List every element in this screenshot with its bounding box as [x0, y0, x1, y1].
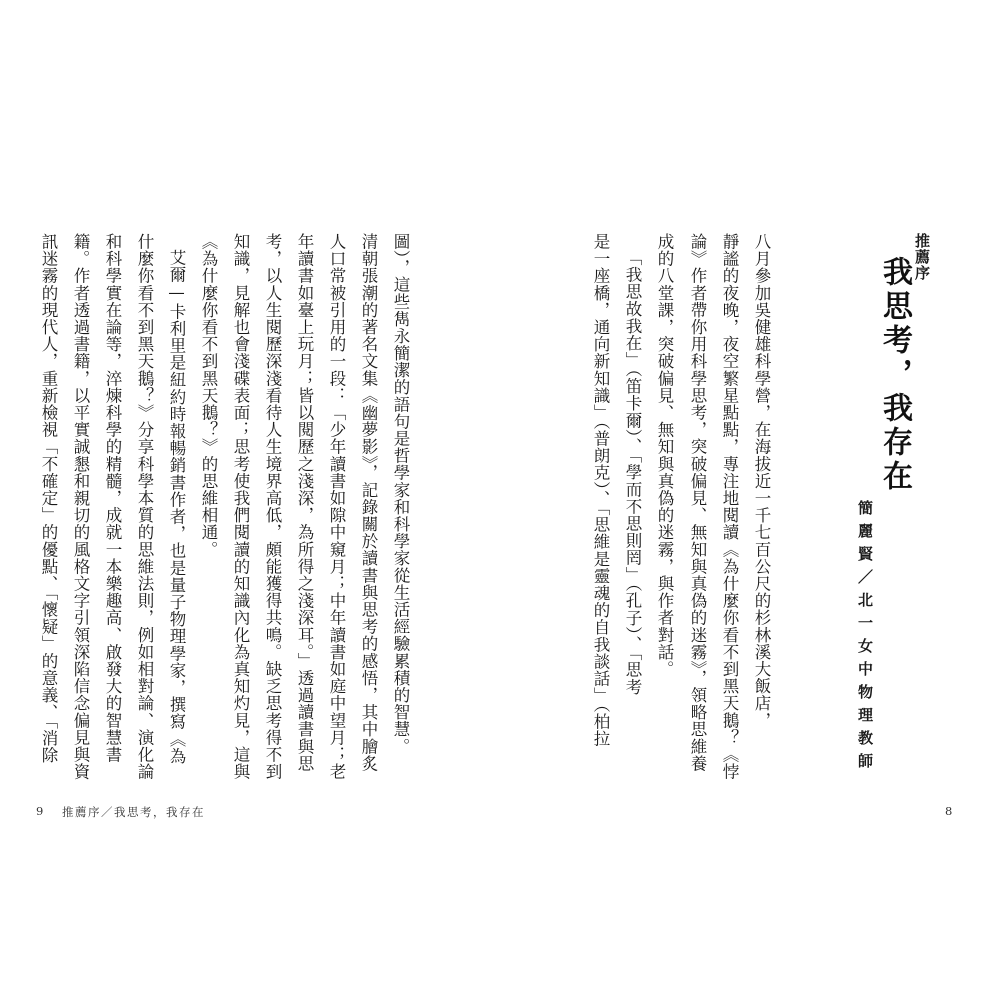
body-column: 籍。作者透過書籍，以平實誠懇和親切的風格文字引領深陷信念偏見與資 [71, 233, 90, 781]
body-column: 考，以人生閱歷深淺看待人生境界高低，頗能獲得共鳴。缺乏思考得不到 [263, 233, 282, 781]
body-column: 清朝張潮的著名文集《幽夢影》，記錄關於讀書與思考的感悟，其中膾炙 [359, 233, 378, 772]
body-column: 《為什麼你看不到黑天鵝？》的思維相通。 [199, 233, 218, 558]
body-column: 八月參加吳健雄科學營，在海拔近一千七百公尺的杉林溪大飯店， [752, 233, 771, 729]
chapter-title: 我思考，我存在 [877, 256, 912, 494]
body-column: 「我思故我在」（笛卡爾）、「學而不思則罔」（孔子）、「思考 [623, 249, 642, 696]
section-label: 推薦序 [913, 233, 931, 281]
body-column: 是一座橋，通向新知識」（普朗克）、「思維是靈魂的自我談話」（柏拉 [591, 233, 610, 748]
body-column: 訊迷霧的現代人，重新檢視「不確定」的優點、「懷疑」的意義、「消除 [39, 233, 58, 764]
body-column: 圖），這些雋永簡潔的語句是哲學家和科學家從生活經驗累積的智慧。 [391, 233, 410, 755]
page-number-left: 9 [36, 804, 45, 818]
body-column: 艾爾—卡利里是紐約時報暢銷書作者，也是量子物理學家，撰寫《為 [167, 249, 186, 765]
body-column: 年讀書如臺上玩月；皆以閱歷之淺深，為所得之淺深耳。」透過讀書與思 [295, 233, 314, 772]
author-byline: 簡麗賢／北一女中物理教師 [856, 500, 874, 776]
body-column: 知識，見解也會淺碟表面；思考使我們閱讀的知識內化為真知灼見，這與 [231, 233, 250, 781]
running-header: 推薦序／我思考，我存在 [62, 805, 205, 819]
body-column: 什麼你看不到黑天鵝？》分享科學本質的思維法則，例如相對論、演化論 [135, 233, 154, 781]
body-column: 人口常被引用的一段：「少年讀書如隙中窺月；中年讀書如庭中望月；老 [327, 233, 346, 781]
body-column: 論》作者帶你用科學思考，突破偏見、無知與真偽的迷霧》，領略思維養 [688, 233, 707, 772]
body-column: 靜謐的夜晚，夜空繁星點點，專注地閱讀《為什麼你看不到黑天鵝？《悖 [720, 233, 739, 781]
body-column: 和科學實在論等，淬煉科學的精髓，成就一本樂趣高、啟發大的智慧書 [103, 233, 122, 764]
body-column: 成的八堂課，突破偏見、無知與真偽的迷霧，與作者對話。 [655, 233, 674, 678]
page-number-right: 8 [945, 804, 954, 818]
